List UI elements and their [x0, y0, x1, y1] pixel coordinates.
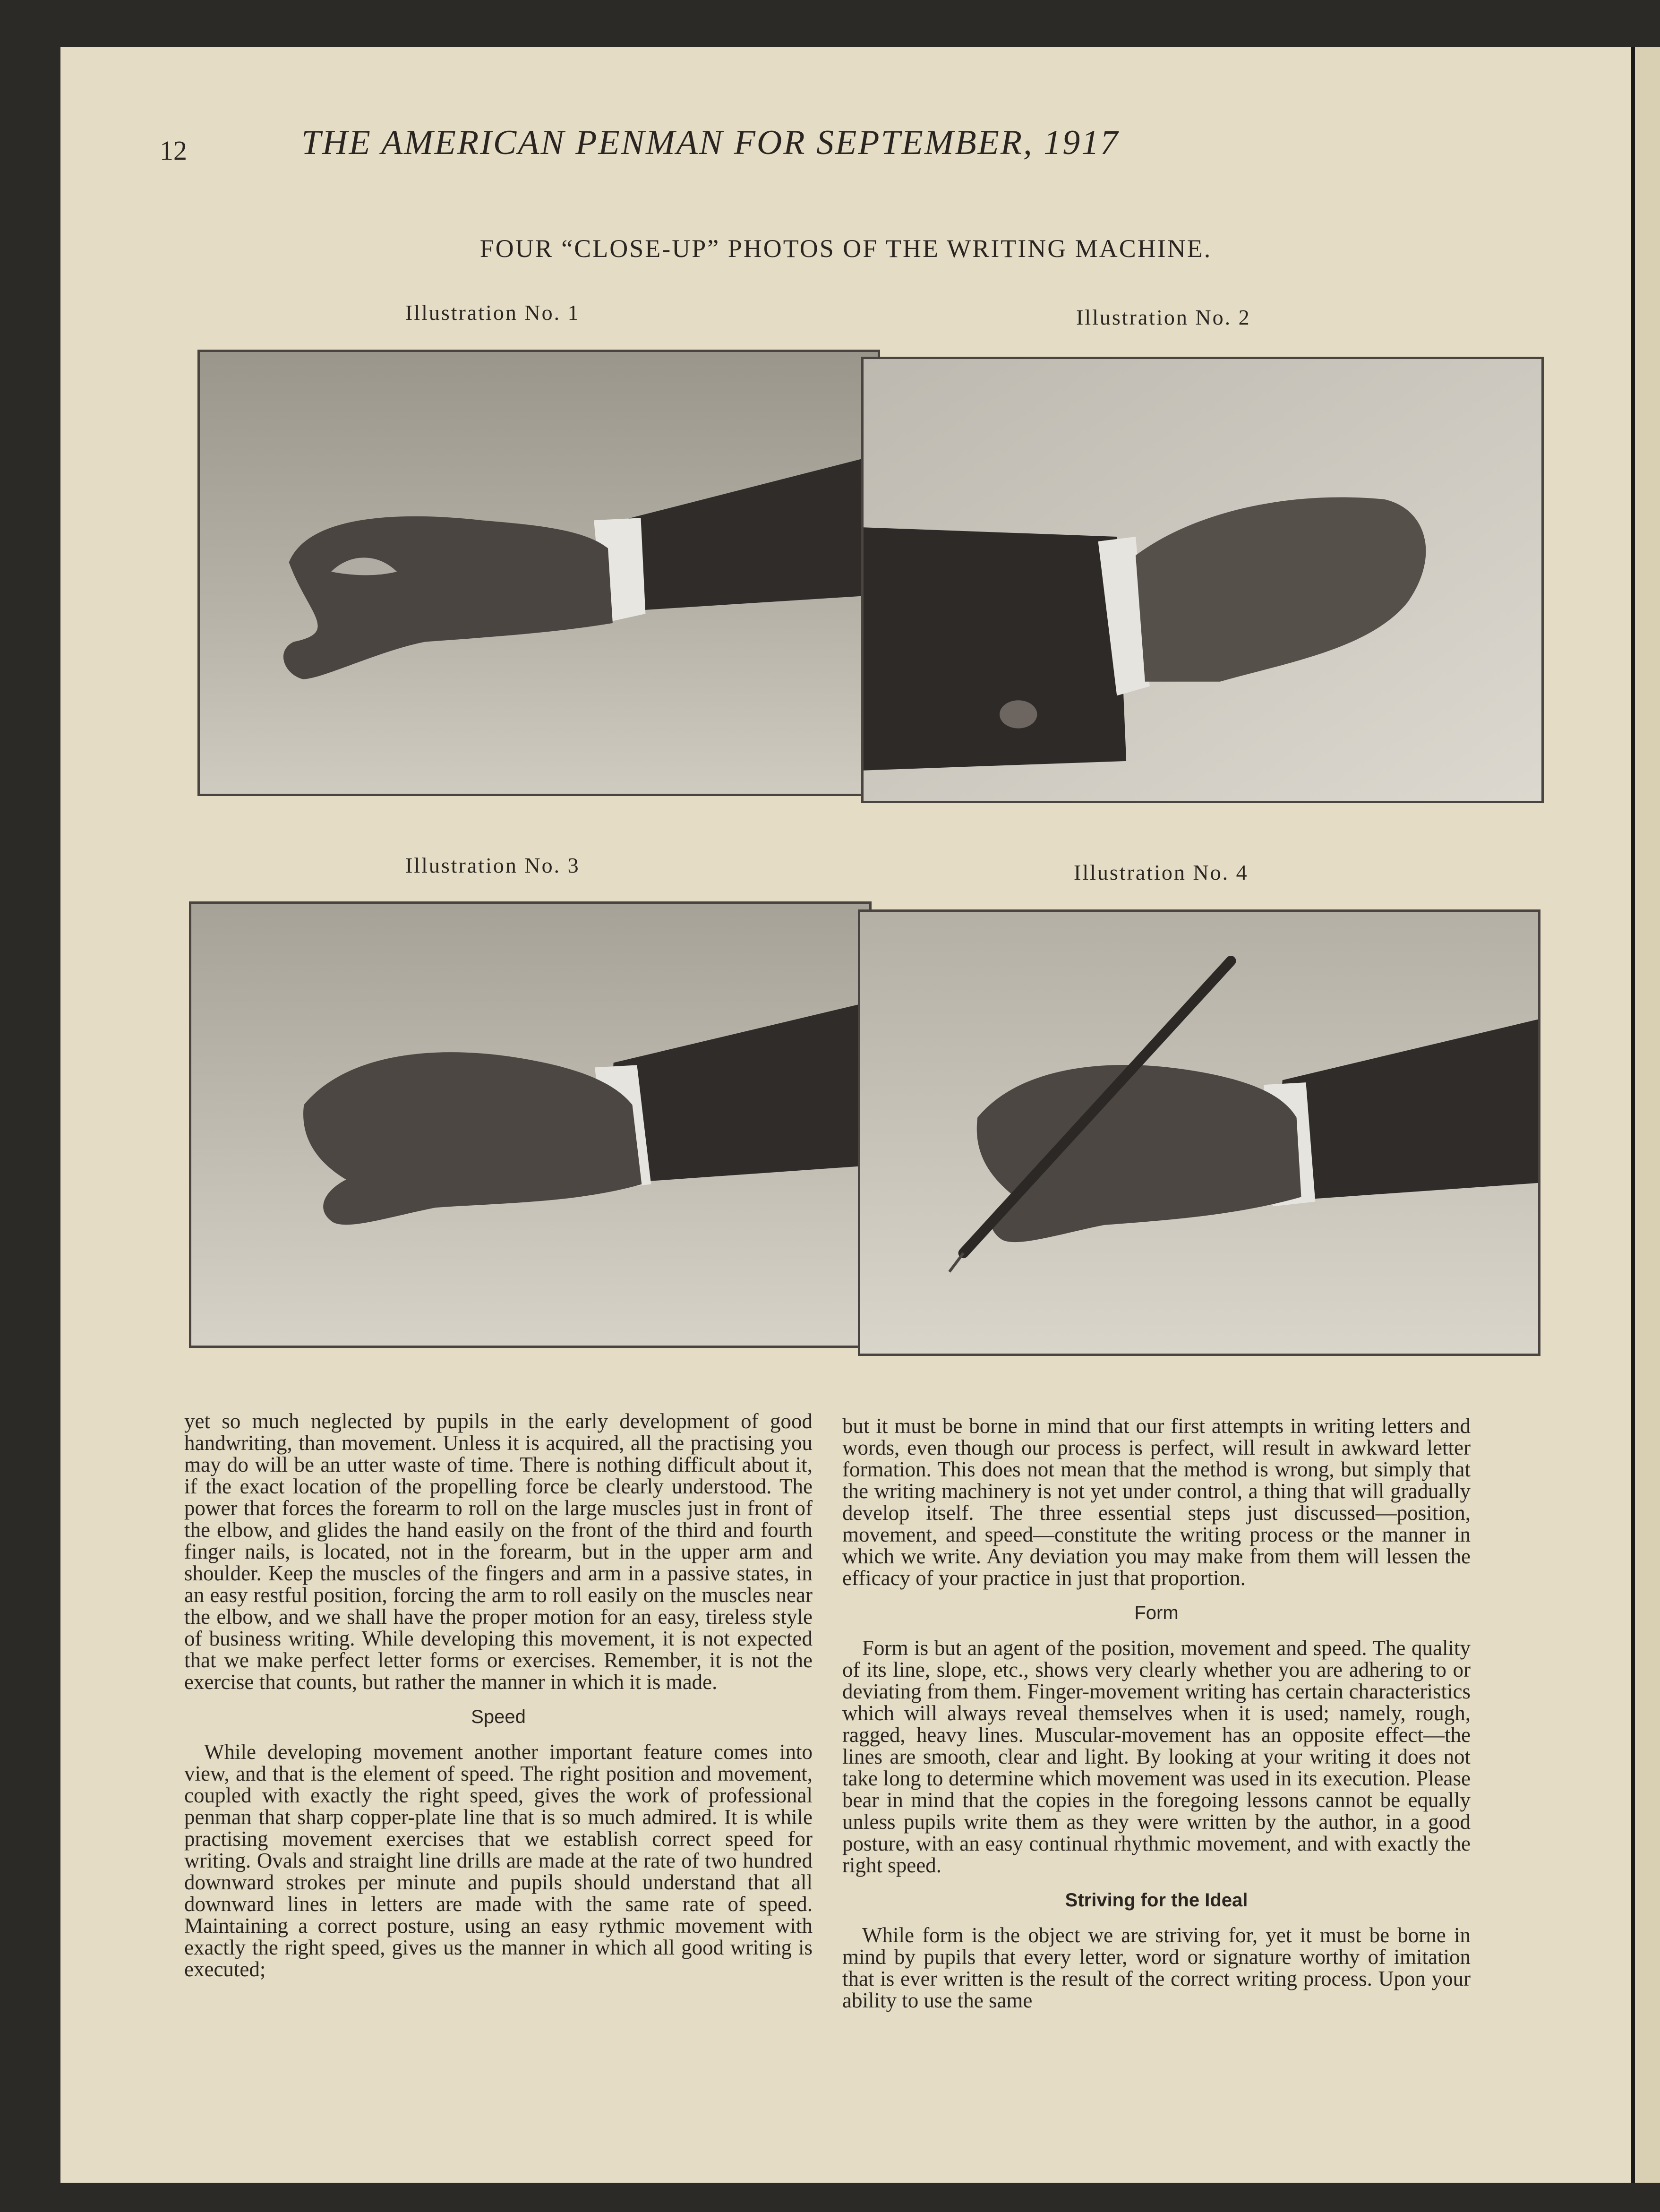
- illustration-4-photo: [858, 909, 1540, 1356]
- illustration-3-photo: [189, 901, 872, 1348]
- magazine-page: [60, 47, 1631, 2183]
- page-number: 12: [160, 135, 187, 166]
- illustration-2-photo: [861, 357, 1544, 803]
- right-paragraph-3: While form is the object we are striving for, yet it must be borne in mind by pupils that every letter, word or signature worthy of imitation that is ever written is the result of the correct writing process. Upon your ability to use the same: [842, 1923, 1471, 2012]
- section-subtitle: FOUR “CLOSE-UP” PHOTOS OF THE WRITING MACHINE.: [479, 234, 1212, 263]
- form-heading: Form: [1134, 1603, 1179, 1623]
- right-paragraph-1: but it must be borne in mind that our first attempts in writing letters and words, even though our process is perfect, will result in awkward letter formation. This does not mean that the method is wrong, but simply that the writing machinery is not yet under control, a thing that will gradually develop itself. The three essential steps just discussed—position, movement, and speed—constitute the writing process or the manner in which we write. Any deviation you may make from them will lessen the efficacy of your practice in just that proportion.: [842, 1414, 1471, 1590]
- left-paragraph-1: yet so much neglected by pupils in the early development of good handwriting, than movement. Unless it is acquired, all the practising you may do will be an utter waste of time. There is nothing difficult about it, if the exact location of the propelling force be clearly understood. The power that forces the forearm to roll on the large muscles just in front of the elbow, and glides the hand easily on the front of the third and fourth finger nails, is located, not in the forearm, but in the upper arm and shoulder. Keep the muscles of the fingers and arm in a passive states, in an easy restful position, forcing the arm to roll easily on the muscles near the elbow, and we shall have the proper motion for an easy, tireless style of business writing. While developing this movement, it is not expected that we make perfect letter forms or exercises. Remember, it is not the exercise that counts, but rather the manner in which it is made.: [184, 1409, 813, 1694]
- left-text-column: [184, 1410, 813, 1980]
- illustration-1-caption: Illustration No. 1: [405, 300, 580, 325]
- illustration-1-photo: [197, 350, 880, 796]
- illustration-3-caption: Illustration No. 3: [405, 853, 580, 877]
- striving-heading: Striving for the Ideal: [1065, 1890, 1248, 1911]
- illustration-2-caption: Illustration No. 2: [1076, 305, 1251, 329]
- right-paragraph-2: Form is but an agent of the position, movement and speed. The quality of its line, slope, etc., shows very clearly whether you are adhering to or deviating from them. Finger-movement writing has certain characteristics which will always reveal themselves when it is used; namely, rough, ragged, heavy lines. Muscular-movement has an opposite effect—the lines are smooth, clear and light. By looking at your writing it does not take long to determine which movement was used in its execution. Please bear in mind that the copies in the foregoing lessons cannot be equally unless pupils write them as they were written by the author, in a good posture, with an easy continual rhythmic movement, and with exactly the right speed.: [842, 1636, 1471, 1877]
- adjacent-page-edge: [1631, 47, 1660, 2183]
- illustration-4-caption: Illustration No. 4: [1074, 860, 1249, 884]
- left-paragraph-2: While developing movement another important feature comes into view, and that is the element of speed. The right position and movement, coupled with exactly the right speed, gives the work of professional penman that sharp copper-plate line that is so much admired. It is while practising movement exercises that we establish correct speed for writing. Ovals and straight line drills are made at the rate of two hundred downward strokes per minute and pupils should understand that all downward lines in letters are made with the same rate of speed. Maintaining a correct posture, using an easy rythmic movement with exactly the right speed, gives us the manner in which all good writing is executed;: [184, 1740, 813, 1981]
- running-header-title: THE AMERICAN PENMAN FOR SEPTEMBER, 1917: [301, 123, 1120, 162]
- speed-heading: Speed: [471, 1706, 526, 1727]
- right-text-column: [842, 1415, 1471, 2011]
